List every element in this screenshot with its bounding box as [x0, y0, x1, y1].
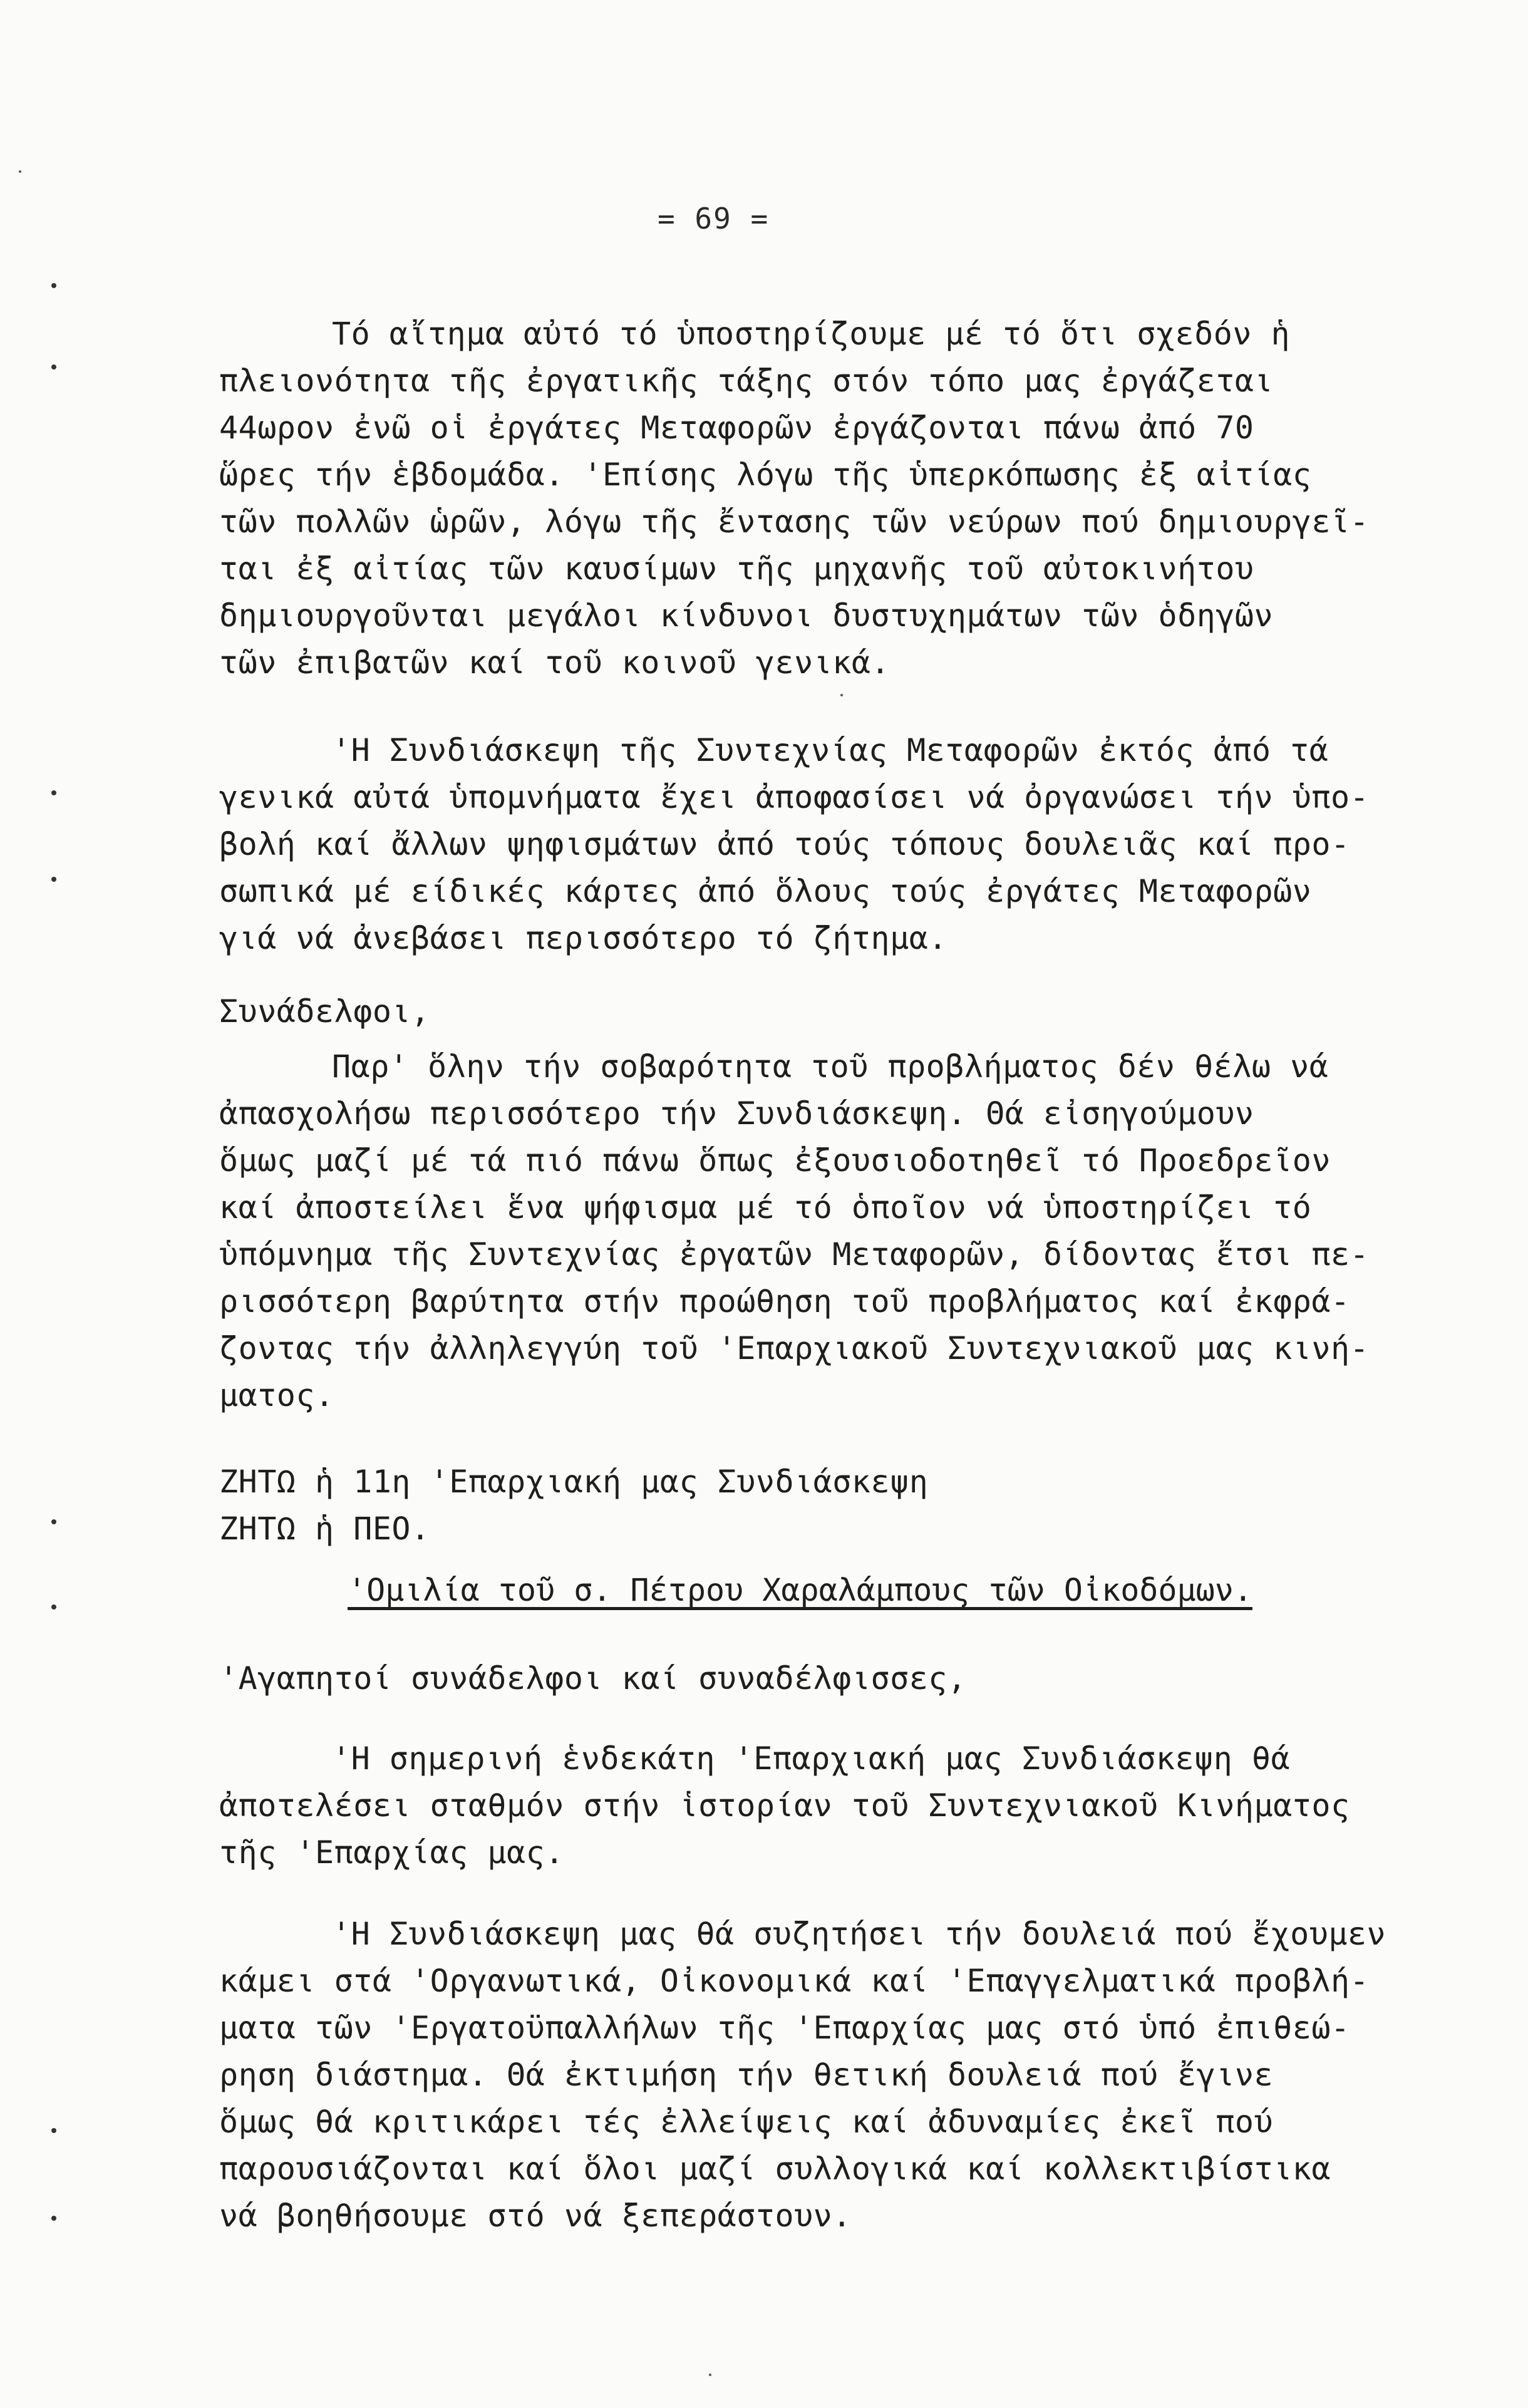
speech-title: 'Ομιλία τοῦ σ. Πέτρου Χαραλάμπους τῶν Οἰκοδόμων. — [348, 1572, 1252, 1608]
paper-speck — [840, 694, 843, 696]
text-line: ρισσότερη βαρύτητα στήν προώθηση τοῦ προβλήματος καί ἐκφρά- — [219, 1283, 1350, 1320]
text-line: γιά νά ἀνεβάσει περισσότερο τό ζήτημα. — [219, 920, 947, 956]
text-line: 'Η σημερινή ἑνδεκάτη 'Επαρχιακή μας Συνδιάσκεψη θά — [332, 1740, 1291, 1777]
text-line: ματα τῶν 'Εργατοϋπαλλήλων τῆς 'Επαρχίας μας στό ὑπό ἐπιθεώ- — [219, 2010, 1350, 2046]
text-line: τῶν ἐπιβατῶν καί τοῦ κοινοῦ γενικά. — [219, 644, 890, 681]
margin-mark — [51, 2128, 56, 2133]
text-line: παρουσιάζονται καί ὅλοι μαζί συλλογικά καί κολλεκτιβίστικα — [219, 2151, 1331, 2187]
text-line: Τό αἴτημα αὐτό τό ὑποστηρίζουμε μέ τό ὅτι σχεδόν ἡ — [332, 316, 1291, 352]
text-line: κάμει στά 'Οργανωτικά, Οἰκονομικά καί 'Επαγγελματικά προβλή- — [219, 1963, 1370, 1999]
paper-speck — [709, 2374, 711, 2376]
margin-mark — [51, 790, 56, 795]
page-number: = 69 = — [658, 202, 770, 235]
text-line: βολή καί ἄλλων ψηφισμάτων ἀπό τούς τόπους δουλειᾶς καί προ- — [219, 826, 1350, 862]
margin-mark — [51, 1519, 56, 1524]
text-line: γενικά αὐτά ὑπομνήματα ἔχει ἀποφασίσει νά ὀργανώσει τήν ὑπο- — [219, 779, 1370, 815]
text-line: ἀποτελέσει σταθμόν στήν ἱστορίαν τοῦ Συντεχνιακοῦ Κινήματος — [219, 1787, 1350, 1824]
margin-mark — [51, 283, 56, 288]
text-line: ματος. — [219, 1377, 334, 1413]
text-line: ὑπόμνημα τῆς Συντεχνίας ἐργατῶν Μεταφορῶν, δίδοντας ἔτσι πε- — [219, 1236, 1370, 1273]
salutation: 'Αγαπητοί συνάδελφοι καί συναδέλφισσες, — [219, 1660, 967, 1697]
text-line: σωπικά μέ είδικές κάρτες ἀπό ὅλους τούς ἐργάτες Μεταφορῶν — [219, 873, 1312, 909]
text-line: πλειονότητα τῆς ἐργατικῆς τάξης στόν τόπο μας ἐργάζεται — [219, 363, 1274, 399]
text-line: 44ωρον ἐνῶ οἱ ἐργάτες Μεταφορῶν ἐργάζονται πάνω ἀπό 70 — [219, 410, 1254, 446]
text-line: 'Η Συνδιάσκεψη τῆς Συντεχνίας Μεταφορῶν ἐκτός ἀπό τά — [332, 732, 1329, 768]
text-line: νά βοηθήσουμε στό νά ξεπεράστουν. — [219, 2198, 852, 2234]
text-line: 'Η Συνδιάσκεψη μας θά συζητήσει τήν δουλειά πού ἔχουμεν — [332, 1916, 1386, 1952]
text-line: ἀπασχολήσω περισσότερο τήν Συνδιάσκεψη. Θά εἰσηγούμουν — [219, 1095, 1254, 1132]
text-line: ρηση διάστημα. Θά ἐκτιμήση τήν θετική δουλειά πού ἔγινε — [219, 2057, 1274, 2093]
text-line: ὅμως μαζί μέ τά πιό πάνω ὅπως ἐξουσιοδοτηθεῖ τό Προεδρεῖον — [219, 1142, 1331, 1179]
margin-mark — [51, 877, 56, 882]
slogan-line: ΖΗΤΩ ἡ ΠΕΟ. — [219, 1511, 430, 1547]
salutation: Συνάδελφοι, — [219, 993, 430, 1030]
margin-mark — [51, 1604, 56, 1610]
slogan-line: ΖΗΤΩ ἡ 11η 'Επαρχιακή μας Συνδιάσκεψη — [219, 1464, 929, 1500]
margin-mark — [51, 364, 56, 369]
paper-speck — [19, 170, 21, 173]
text-line: τῆς 'Επαρχίας μας. — [219, 1834, 564, 1871]
text-line: Παρ' ὅλην τήν σοβαρότητα τοῦ προβλήματος δέν θέλω νά — [332, 1048, 1329, 1085]
text-line: ὥρες τήν ἑβδομάδα. 'Επίσης λόγω τῆς ὑπερκόπωσης ἐξ αἰτίας — [219, 457, 1312, 493]
text-line: ὅμως θά κριτικάρει τές ἐλλείψεις καί ἀδυναμίες ἐκεῖ πού — [219, 2104, 1274, 2140]
margin-mark — [51, 2216, 56, 2221]
text-line: δημιουργοῦνται μεγάλοι κίνδυνοι δυστυχημάτων τῶν ὁδηγῶν — [219, 597, 1274, 634]
text-line: ζοντας τήν ἀλληλεγγύη τοῦ 'Επαρχιακοῦ Συντεχνιακοῦ μας κινή- — [219, 1330, 1370, 1367]
text-line: ται ἐξ αἰτίας τῶν καυσίμων τῆς μηχανῆς τοῦ αὐτοκινήτου — [219, 550, 1254, 587]
text-line: τῶν πολλῶν ὡρῶν, λόγω τῆς ἔντασης τῶν νεύρων πού δημιουργεῖ- — [219, 504, 1370, 540]
text-line: καί ἀποστείλει ἕνα ψήφισμα μέ τό ὁποῖον νά ὑποστηρίζει τό — [219, 1189, 1312, 1226]
